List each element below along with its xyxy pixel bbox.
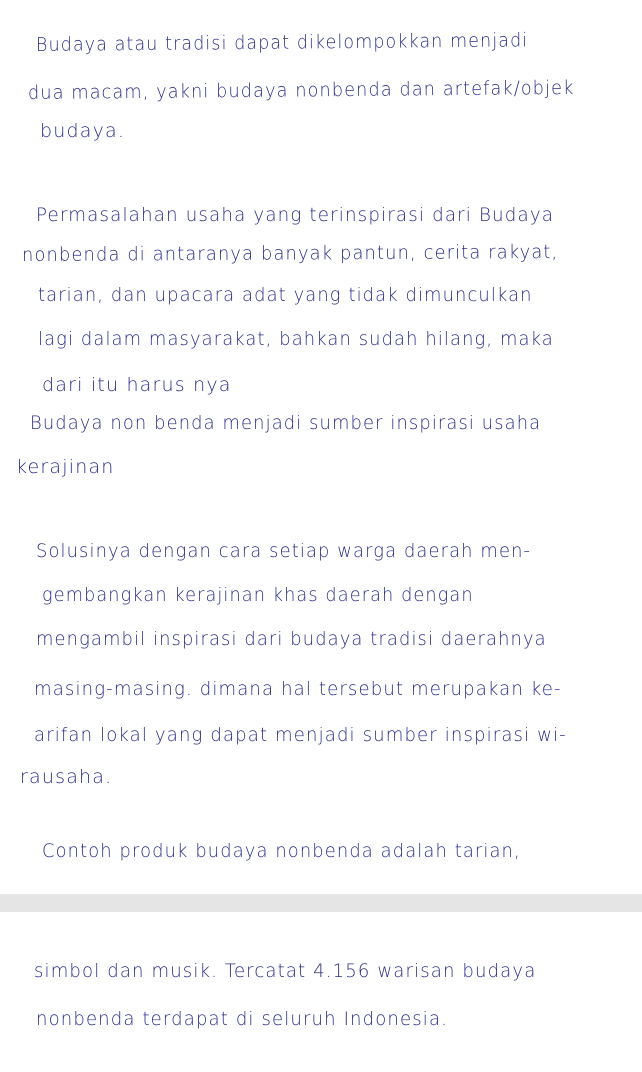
text-line: nonbenda terdapat di seluruh Indonesia. (36, 1008, 449, 1030)
text-line: kerajinan (16, 456, 115, 478)
text-line: dari itu harus nya (42, 374, 232, 396)
text-line: masing-masing. dimana hal tersebut merupakan ke- (34, 678, 562, 700)
page-divider (0, 894, 642, 912)
text-line: mengambil inspirasi dari budaya tradisi daerahnya (36, 628, 547, 650)
text-line: Budaya non benda menjadi sumber inspirasi usaha (30, 412, 542, 434)
text-line: dua macam, yakni budaya nonbenda dan artefak/objek (27, 76, 575, 104)
text-line: tarian, dan upacara adat yang tidak dimunculkan (38, 284, 533, 306)
text-line: Solusinya dengan cara setiap warga daerah men- (36, 540, 532, 562)
text-line: lagi dalam masyarakat, bahkan sudah hilang, maka (38, 328, 554, 350)
text-line: rausaha. (20, 766, 113, 788)
text-line: arifan lokal yang dapat menjadi sumber inspirasi wi- (34, 724, 567, 746)
text-line: nonbenda di antaranya banyak pantun, cerita rakyat, (21, 241, 559, 266)
text-line: Contoh produk budaya nonbenda adalah tarian, (42, 840, 521, 862)
text-line: Permasalahan usaha yang terinspirasi dari Budaya (36, 204, 555, 226)
text-line: budaya. (40, 120, 126, 142)
text-line: simbol dan musik. Tercatat 4.156 warisan budaya (34, 960, 537, 982)
text-line: gembangkan kerajinan khas daerah dengan (42, 584, 474, 606)
text-line: Budaya atau tradisi dapat dikelompokkan menjadi (35, 29, 529, 56)
